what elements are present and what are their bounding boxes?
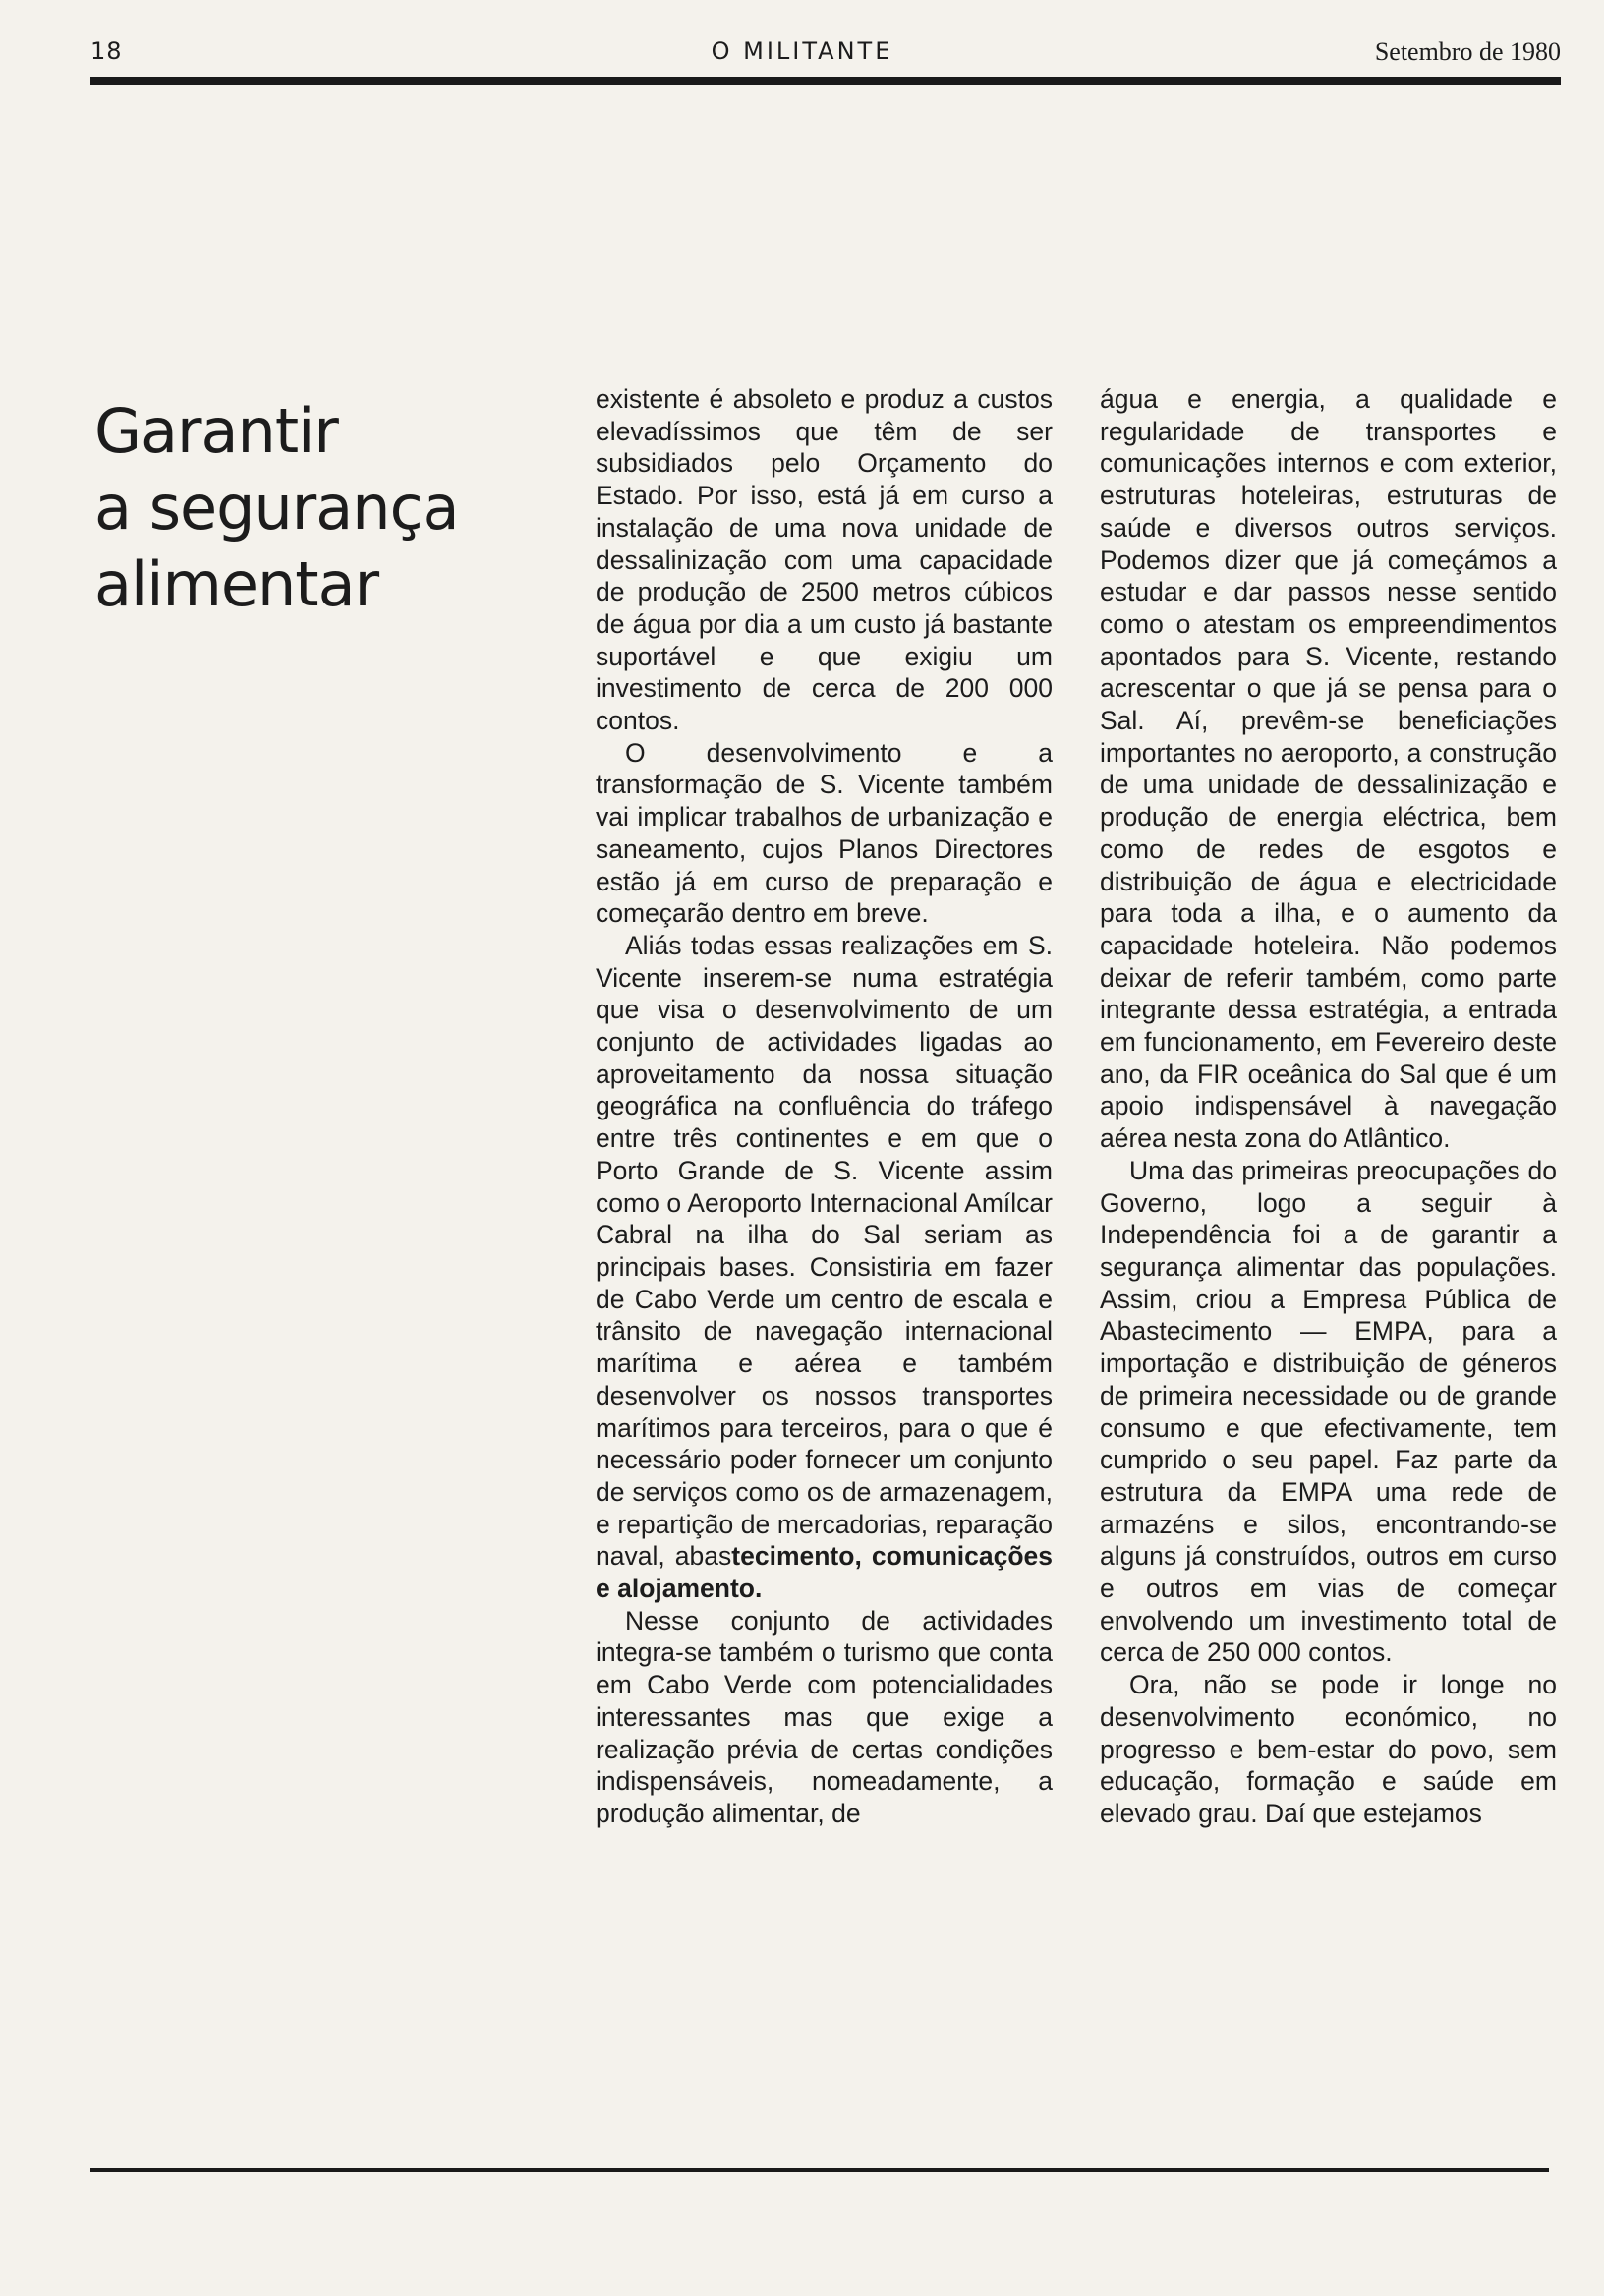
paragraph-bold-text: tecimento, comunicações e alojamento. (596, 1541, 1053, 1604)
paragraph-text: existente é absoleto e produz a custos elevadíssimos que têm de ser subsidiados pelo Orçamento do Estado. Por isso, está já em curso a instalação de uma nova unidade de dessalinização com uma capacidade de produção de 2500 metros cúbicos de água por dia a um custo já bastante suportável e que exigiu um investimento de cerca de 200 000 contos. (596, 384, 1053, 736)
paragraph-text: Aliás todas essas realizações em S. Vicente inserem-se numa estratégia que visa o desenvolvimento de um conjunto de actividades ligadas ao aproveitamento da nossa situação geográfica na confluência do tráfego entre três continentes e em que o Porto Grande de S. Vicente assim como o Aeroporto Internacional Amílcar Cabral na ilha do Sal seriam as principais bases. Consistiria em fazer de Cabo Verde um centro de escala e trânsito de navegação internacional marítima e aérea e também desenvolver os nossos transportes marítimos para terceiros, para o que é necessário poder fornecer um conjunto de serviços como os de armazenagem, e repartição de mercadorias, reparação naval, abas (596, 930, 1053, 1572)
paragraph-text: água e energia, a qualidade e regularidade de transportes e comunicações internos e com exterior, estruturas hoteleiras, estruturas de saúde e diversos outros serviços. Podemos dizer que já começámos a estudar e dar passos nesse sentido como o atestam os empreendimentos apontados para S. Vicente, restando acrescentar o que já se pensa para o Sal. Aí, prevêm-se beneficiações importantes no aeroporto, a construção de uma unidade de dessalinização e produção de energia eléctrica, bem como de redes de esgotos e distribuição de água e electricidade para toda a ilha, e o aumento da capacidade hoteleira. Não podemos deixar de referir também, como parte integrante dessa estratégia, a entrada em funcionamento, em Fevereiro deste ano, da FIR oceânica do Sal que é um apoio indispensável à navegação aérea nesta zona do Atlântico. (1100, 384, 1557, 1154)
paragraph (596, 383, 1053, 737)
paragraph (1100, 1155, 1557, 1669)
paragraph-text: Ora, não se pode ir longe no desenvolvimento económico, no progresso e bem-estar do povo, sem educação, formação e saúde em elevado grau. Daí que estejamos (1100, 1670, 1557, 1828)
title-line-1: Garantir (94, 395, 338, 467)
title-line-2: a segurança (94, 472, 459, 544)
paragraph (596, 930, 1053, 1605)
paragraph-text: Nesse conjunto de actividades integra-se também o turismo que conta em Cabo Verde com potencialidades interessantes mas que exige a realização prévia de certas condições indispensáveis, nomeadamente, a produção alimentar, de (596, 1605, 1053, 1828)
paragraph-text: Uma das primeiras preocupações do Governo, logo a seguir à Independência foi a de garantir a segurança alimentar das populações. Assim, criou a Empresa Pública de Abastecimento — EMPA, para a importação e distribuição de géneros de primeira necessidade ou de grande consumo e que efectivamente, tem cumprido o seu papel. Faz parte da estrutura da EMPA uma rede de armazéns e silos, encontrando-se alguns já construídos, outros em curso e outros em vias de começar envolvendo um investimento total de cerca de 250 000 contos. (1100, 1155, 1557, 1668)
header-rule (90, 77, 1561, 85)
paragraph (596, 1605, 1053, 1830)
page-number: 18 (90, 37, 123, 65)
article-title (94, 393, 459, 623)
body-column-1 (596, 383, 1053, 1830)
paragraph (1100, 1669, 1557, 1830)
title-line-3: alimentar (94, 548, 379, 620)
issue-date: Setembro de 1980 (1374, 37, 1561, 66)
paragraph (596, 737, 1053, 930)
publication-name: O MILITANTE (711, 37, 893, 65)
body-column-2 (1100, 383, 1557, 1830)
paragraph (1100, 383, 1557, 1155)
footer-rule (90, 2168, 1549, 2172)
paragraph-text: O desenvolvimento e a transformação de S. Vicente também vai implicar trabalhos de urbanização e saneamento, cujos Planos Directores estão já em curso de preparação e começarão dentro em breve. (596, 737, 1053, 929)
